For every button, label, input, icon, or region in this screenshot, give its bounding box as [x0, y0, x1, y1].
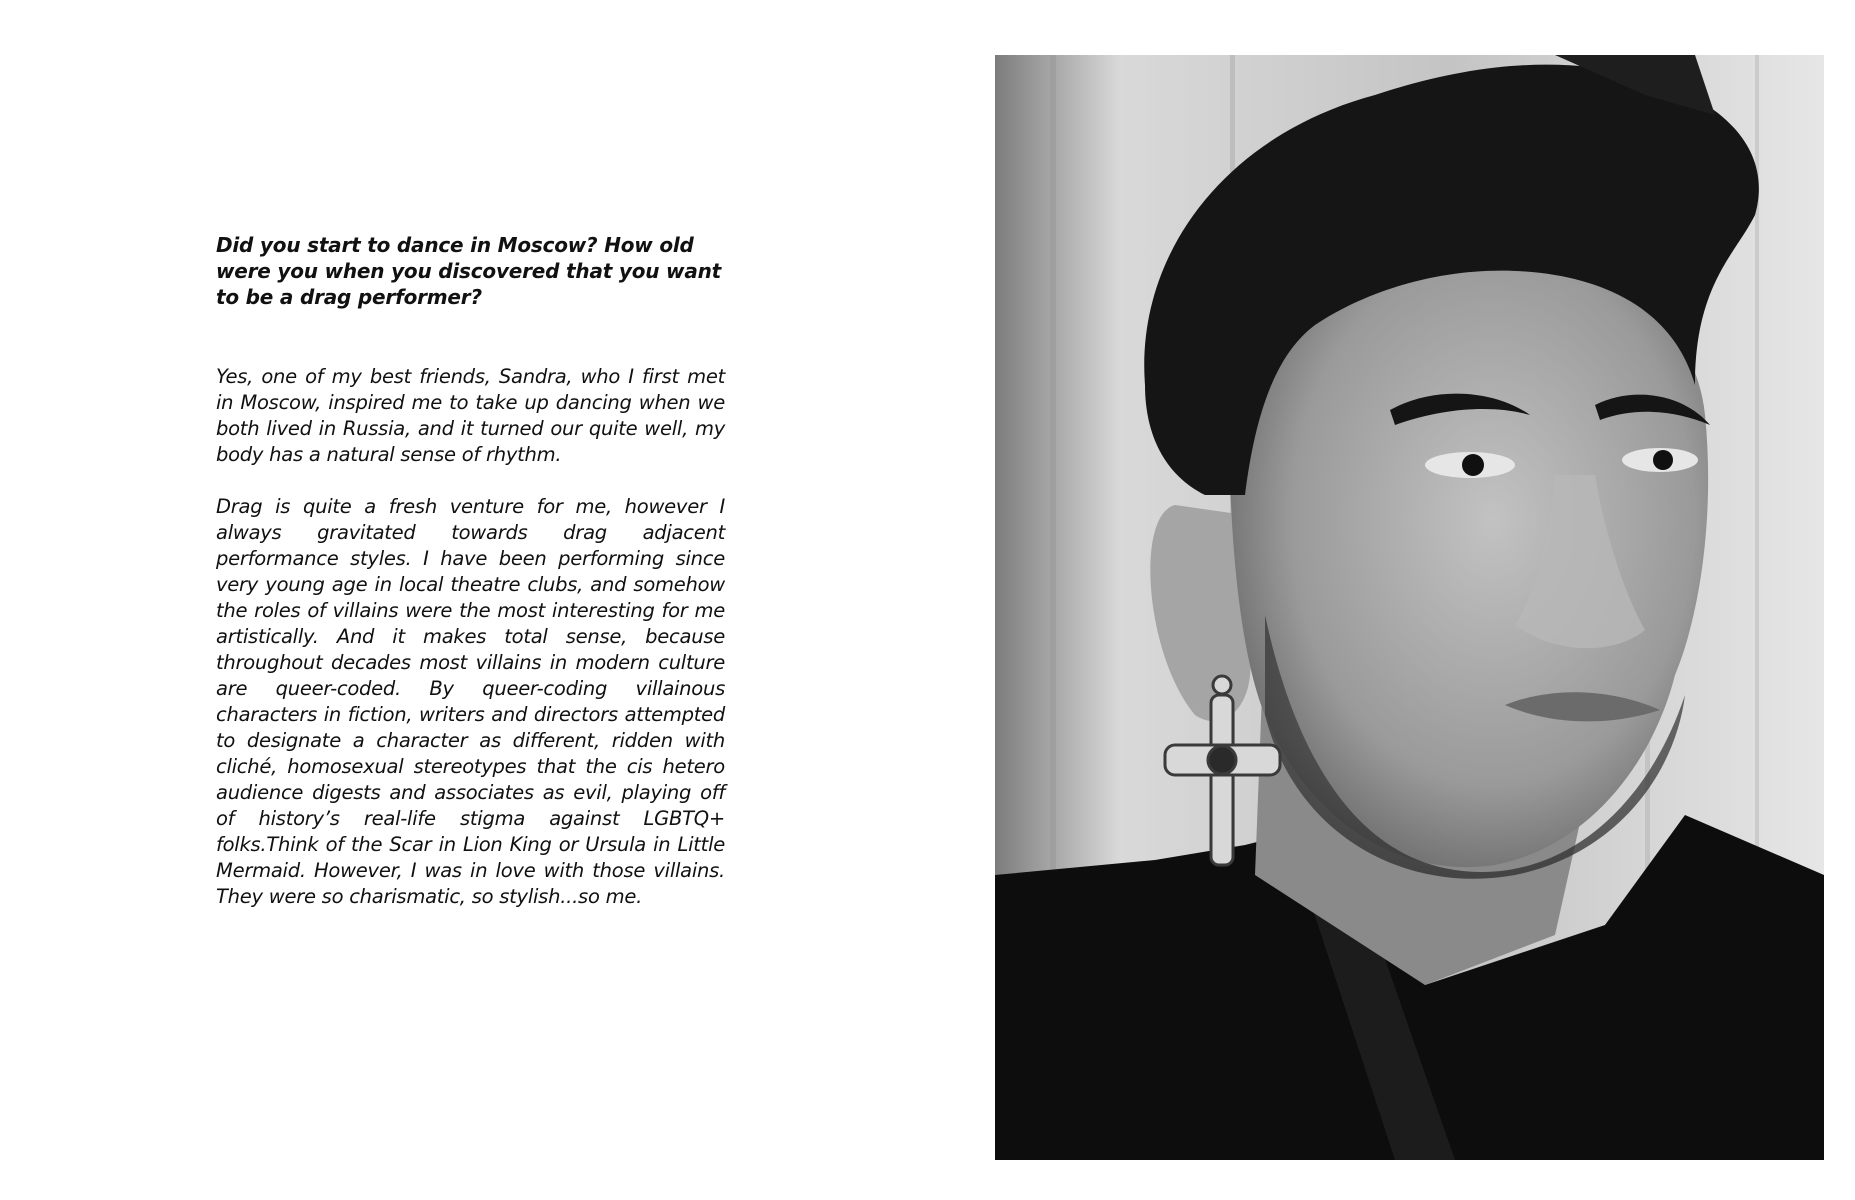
interview-text-column — [216, 232, 725, 910]
portrait-photo — [995, 55, 1824, 1160]
wall-panel-line — [1050, 55, 1056, 935]
right-pupil — [1653, 450, 1673, 470]
answer-paragraph-2: Drag is quite a fresh venture for me, however I always gravitated towards drag adjacent performance styles. I have been performing since very young age in local theatre clubs, and somehow the roles of villains were the most interesting for me artistically. And it makes total sense, because throughout decades most villains in modern culture are queer-coded. By queer-coding villainous characters in fiction, writers and directors attempted to designate a character as different, ridden with cliché, homosexual stereotypes that the cis hetero audience digests and associates as evil, playing off of history’s real-life stigma against LGBTQ+ folks.Think of the Scar in Lion King or Ursula in Little Mermaid. However, I was in love with those villains. They were so charismatic, so stylish...so me. — [216, 495, 725, 908]
answer-paragraph-1: Yes, one of my best friends, Sandra, who I first met in Moscow, inspired me to take up dancing when we both lived in Russia, and it turned our quite well, my body has a natural sense of rhythm. — [216, 365, 725, 466]
left-pupil — [1462, 454, 1484, 476]
portrait-illustration — [995, 55, 1824, 1160]
interview-question: Did you start to dance in Moscow? How old were you when you discovered that you want to be a drag performer? — [216, 233, 722, 309]
